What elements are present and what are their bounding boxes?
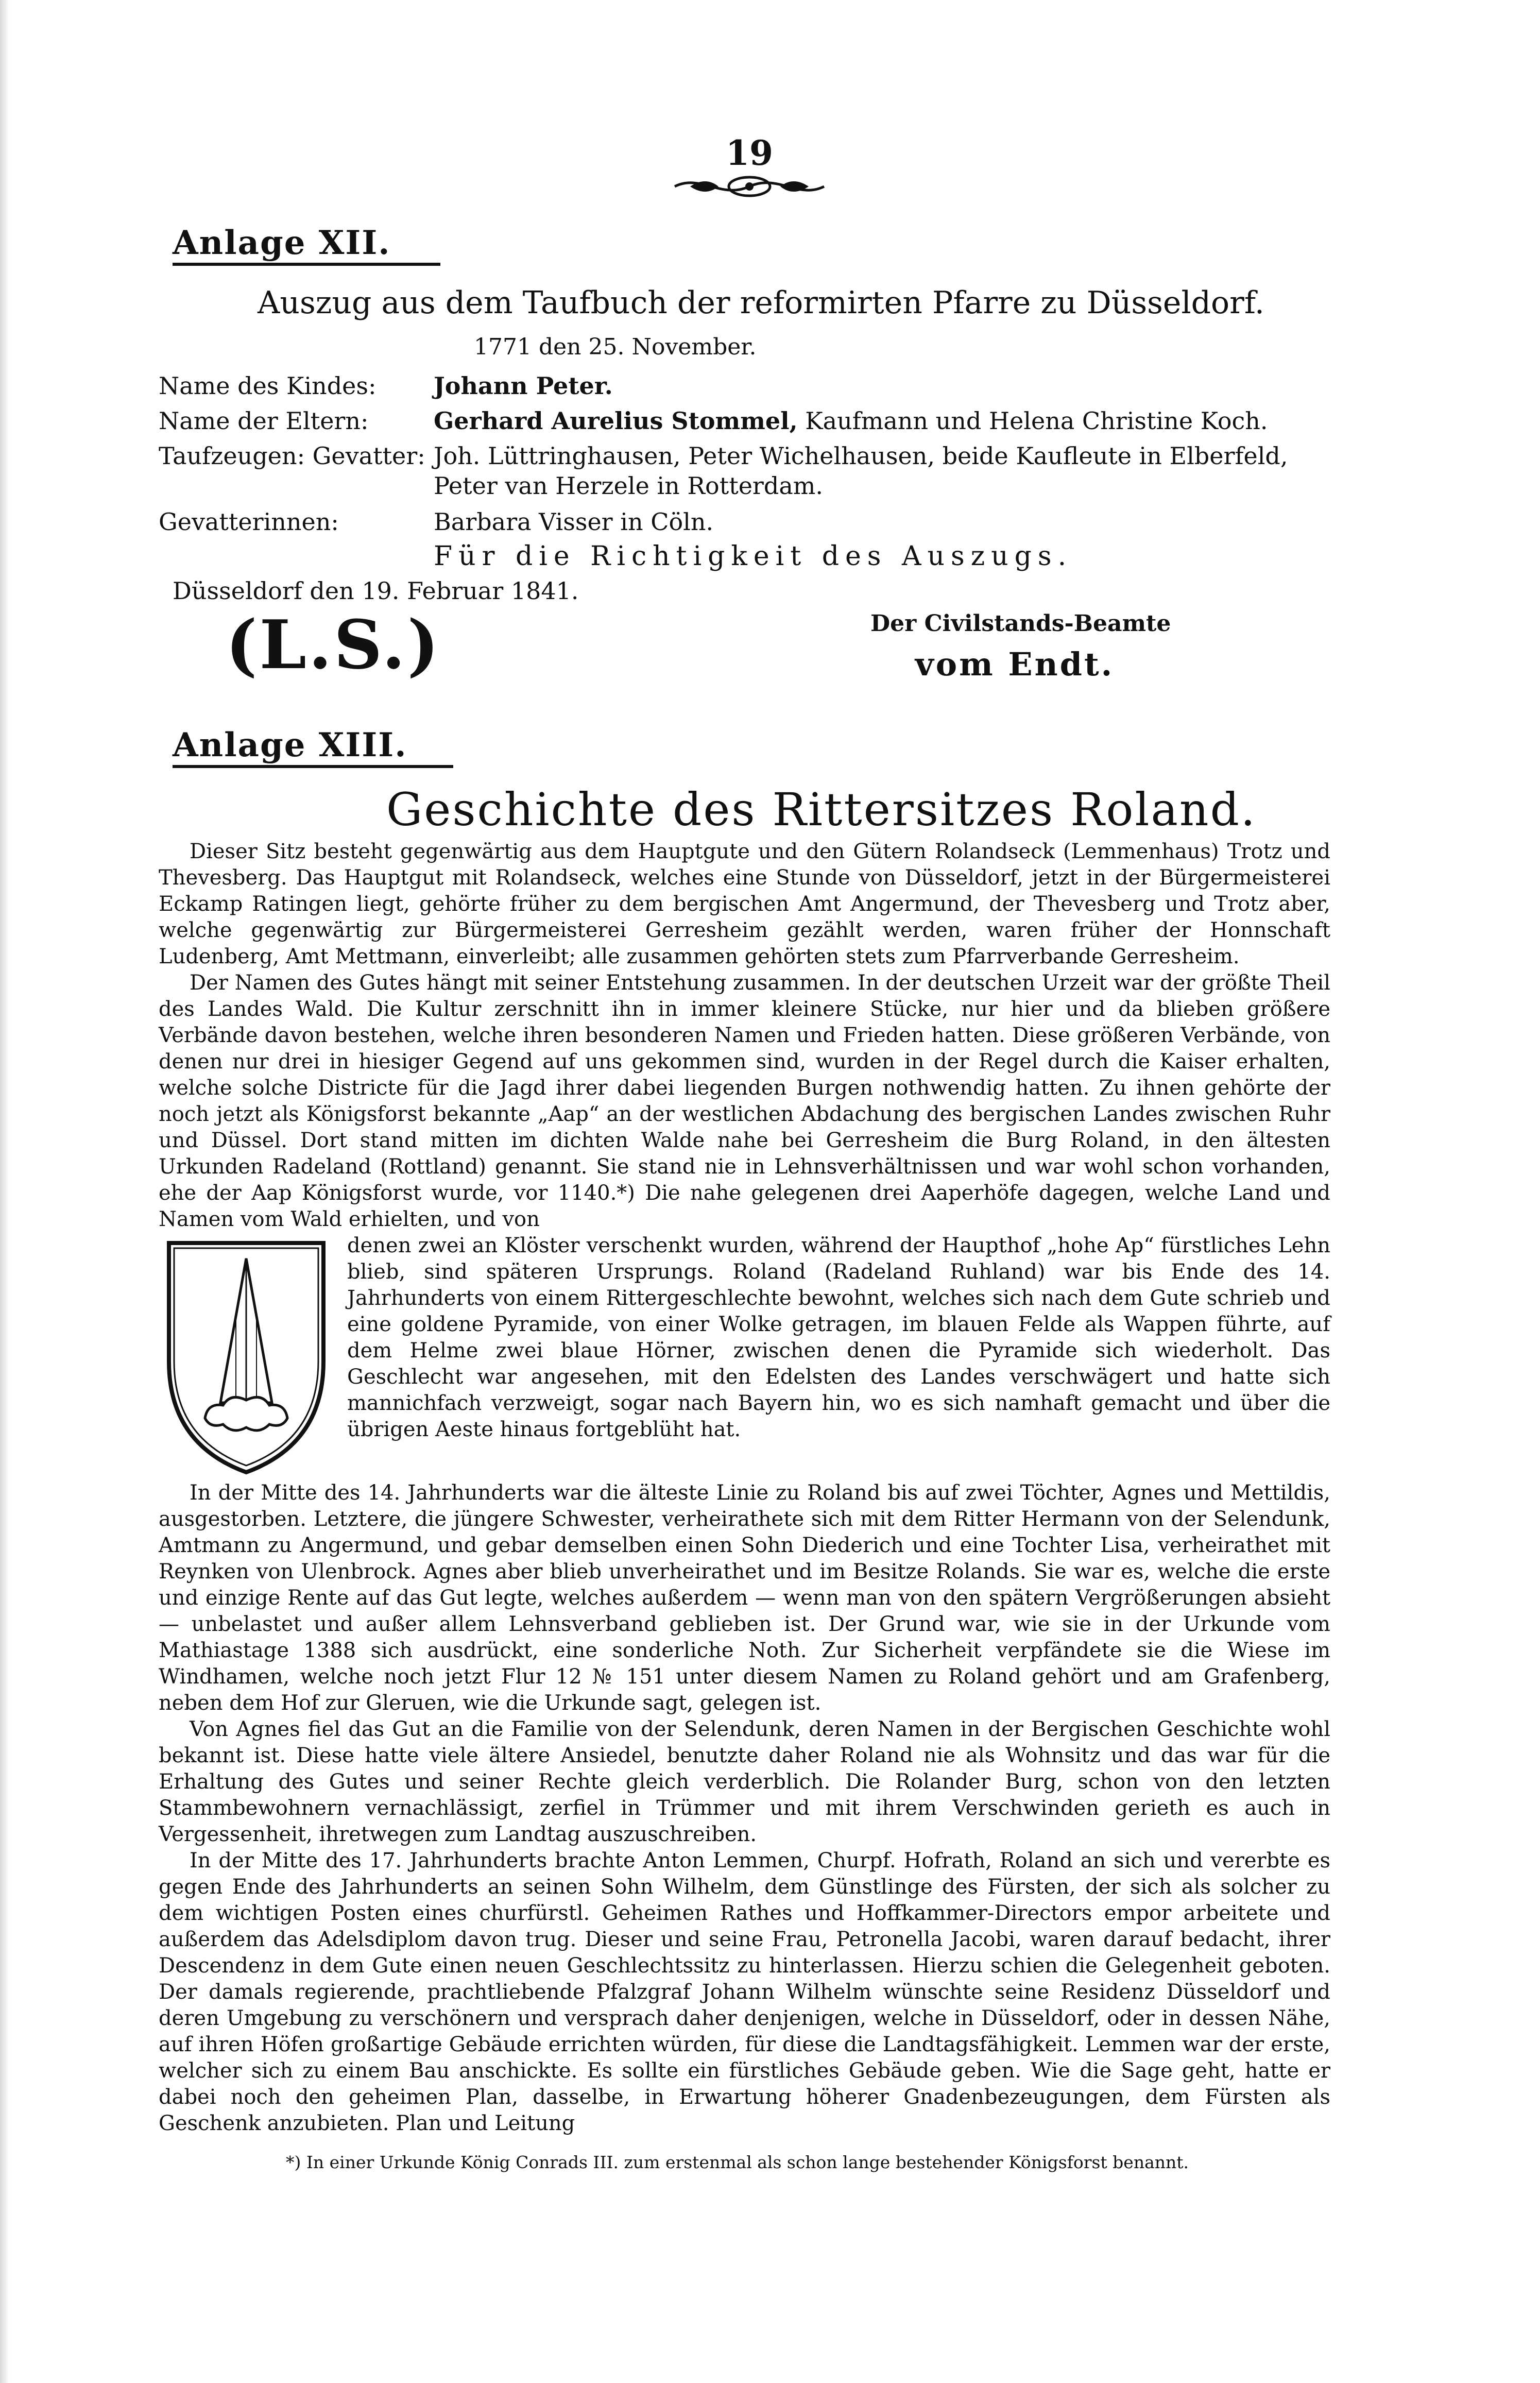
ornament-icon [670, 171, 829, 202]
paragraph: Dieser Sitz besteht gegenwärtig aus dem Hauptgute und den Gütern Rolandseck (Lemmenhaus) Trotz und Thevesberg. Das Hauptgut mit Rolandseck, welches eine Stunde von Düsseldorf, jetzt in der Bürgermeisterei Eckamp Ratingen liegt, gehörte früher zu dem bergischen Amt Angermund, der Thevesberg und Trotz aber, welche gegenwärtig zur Bürgermeisterei Gerresheim gezählt werden, waren früher der Honnschaft Ludenberg, Amt Mettmann, einverleibt; alle zusammen gehörten stets zum Pfarrverbande Gerresheim. [159, 840, 1330, 968]
parents-rest: Kaufmann und Helena Christine Koch. [805, 407, 1268, 435]
baptism-date: 1771 den 25. November. [474, 334, 757, 360]
row-value-kind: Johann Peter. [434, 372, 613, 400]
paragraph-beside-crest: denen zwei an Klöster verschenkt wurden, während der Haupthof „hohe Ap“ fürstliches Lehn blieb, sind späteren Ursprungs. Roland (Radeland Ruhland) war bis Ende des 14. Jahrhunderts von einem Rittergeschlechte bewohnt, welches sich nach dem Gute schrieb und eine goldene Pyramide, von einer Wolke getragen, im blauen Felde als Wappen führte, auf dem Helme zwei blaue Hörner, zwischen denen die Pyramide sich wiederholt. Das Geschlecht war angesehen, mit den Edelsten des Landes verschwägert und hatte sich mannichfach verzweigt, sogar nach Bayern hin, wo es sich namhaft gemacht und über die übrigen Aeste hinaus fortgeblüht hat. [347, 1234, 1330, 1441]
row-value-gevatterinnen: Barbara Visser in Cöln. [434, 508, 714, 536]
row-label-gevatter: Taufzeugen: Gevatter: [159, 442, 425, 470]
place-date: Düsseldorf den 19. Februar 1841. [173, 577, 579, 605]
seal-mark: (L.S.) [226, 605, 441, 684]
anlage-xii-title: Auszug aus dem Taufbuch der reformirten Pfarre zu Düsseldorf. [258, 285, 1264, 321]
page-number: 19 [726, 133, 773, 173]
row-label-kind: Name des Kindes: [159, 372, 377, 400]
footnote: *) In einer Urkunde König Conrads III. zum erstenmal als schon lange bestehender Königsforst benannt. [286, 2152, 1189, 2172]
certification-line: Für die Richtigkeit des Auszugs. [434, 541, 1073, 572]
row-value-gevatter-cont: Peter van Herzele in Rotterdam. [434, 472, 824, 500]
anlage-xiii-heading: Anlage XIII. [173, 729, 453, 768]
paragraph: Von Agnes fiel das Gut an die Familie von der Selendunk, deren Namen in der Bergischen Geschichte wohl bekannt ist. Diese hatte viele ältere Ansiedel, benutzte daher Roland nie als Wohnsitz und das war für die Erhaltung des Gutes und seiner Rechte gleich verderblich. Die Rolander Burg, schon von den letzten Stammbewohnern vernachlässigt, zerfiel in Trümmer und mit ihrem Verschwinden gerieth es auch in Vergessenheit, ihretwegen zum Landtag auszuschreiben. [159, 1717, 1330, 1846]
coat-of-arms-icon [159, 1233, 334, 1480]
paragraph: Der Namen des Gutes hängt mit seiner Entstehung zusammen. In der deutschen Urzeit war der größte Theil des Landes Wald. Die Kultur zerschnitt ihn in immer kleinere Stücke, nur hier und da blieben größere Verbände davon bestehen, welche ihren besonderen Namen und Frieden hatten. Diese größeren Verbände, von denen nur drei in hiesiger Gegend auf uns gekommen sind, wurden in der Regel durch die Kaiser erhalten, welche solche Districte für die Jagd ihrer dabei liegenden Burgen nothwendig hatten. Zu ihnen gehörte der noch jetzt als Königsforst bekannte „Aap“ an der westlichen Abdachung des bergischen Landes zwischen Ruhr und Düssel. Dort stand mitten im dichten Walde nahe bei Gerresheim die Burg Roland, in den ältesten Urkunden Radeland (Rottland) genannt. Sie stand nie in Lehnsverhältnissen und war wohl schon vorhanden, ehe der Aap Königsforst wurde, vor 1140.*) Die nahe gelegenen drei Aaperhöfe dagegen, welche Land und Namen vom Wald erhielten, und von [159, 971, 1330, 1231]
row-value-eltern [434, 407, 1268, 435]
row-label-eltern: Name der Eltern: [159, 407, 369, 435]
crest-block [159, 1233, 1330, 1480]
official-name: vom Endt. [915, 645, 1115, 683]
row-value-gevatter: Joh. Lüttringhausen, Peter Wichelhausen, beide Kaufleute in Elberfeld, [434, 442, 1288, 470]
anlage-xiii-title: Geschichte des Rittersitzes Roland. [386, 783, 1257, 836]
father-name: Gerhard Aurelius Stommel, [434, 407, 798, 435]
official-title: Der Civilstands-Beamte [870, 610, 1171, 637]
scan-edge [0, 0, 9, 2383]
row-label-gevatterinnen: Gevatterinnen: [159, 508, 339, 536]
anlage-xii-heading: Anlage XII. [173, 227, 440, 266]
paragraph: In der Mitte des 14. Jahrhunderts war die älteste Linie zu Roland bis auf zwei Töchter, Agnes und Mettildis, ausgestorben. Letztere, die jüngere Schwester, verheirathete sich mit dem Ritter Hermann von der Selendunk, Amtmann zu Angermund, und gebar demselben einen Sohn Diederich und eine Tochter Lisa, verheirathet mit Reynken von Ulenbrock. Agnes aber blieb unverheirathet und im Besitze Rolands. Sie war es, welche die erste und einzige Rente auf das Gut legte, welches außerdem — wenn man von den spätern Vergrößerungen absieht — unbelastet und außer allem Lehnsverband geblieben ist. Der Grund war, wie sie in der Urkunde vom Mathiastage 1388 sich ausdrückt, eine sonderliche Noth. Zur Sicherheit verpfändete sie die Wiese im Windhamen, welche noch jetzt Flur 12 № 151 unter diesem Namen zu Roland gehört und am Grafenberg, neben dem Hof zur Gleruen, wie die Urkunde sagt, gelegen ist. [159, 1481, 1330, 1715]
paragraph: In der Mitte des 17. Jahrhunderts brachte Anton Lemmen, Churpf. Hofrath, Roland an sich und vererbte es gegen Ende des Jahrhunderts an seinen Sohn Wilhelm, dem Günstlinge des Fürsten, der sich als solcher zu dem wichtigen Posten eines churfürstl. Geheimen Rathes und Hoffkammer-Directors empor arbeitete und außerdem das Adelsdiplom davon trug. Dieser und seine Frau, Petronella Jacobi, waren darauf bedacht, ihrer Descendenz in dem Gute einen neuen Geschlechtssitz zu hinterlassen. Hierzu schien die Gelegenheit geboten. Der damals regierende, prachtliebende Pfalzgraf Johann Wilhelm wünschte seine Residenz Düsseldorf und deren Umgebung zu verschönern und versprach daher denjenigen, welche in Düsseldorf, oder in dessen Nähe, auf ihren Höfen großartige Gebäude errichten würden, für diese die Landtagsfähigkeit. Lemmen war der erste, welcher sich zu einem Bau anschickte. Es sollte ein fürstliches Gebäude geben. Wie die Sage geht, hatte er dabei noch den geheimen Plan, dasselbe, in Erwartung höherer Gnadenbezeugungen, dem Fürsten als Geschenk anzubieten. Plan und Leitung [159, 1849, 1330, 2135]
coat-of-arms [159, 1233, 334, 1480]
article-body [159, 839, 1330, 2137]
